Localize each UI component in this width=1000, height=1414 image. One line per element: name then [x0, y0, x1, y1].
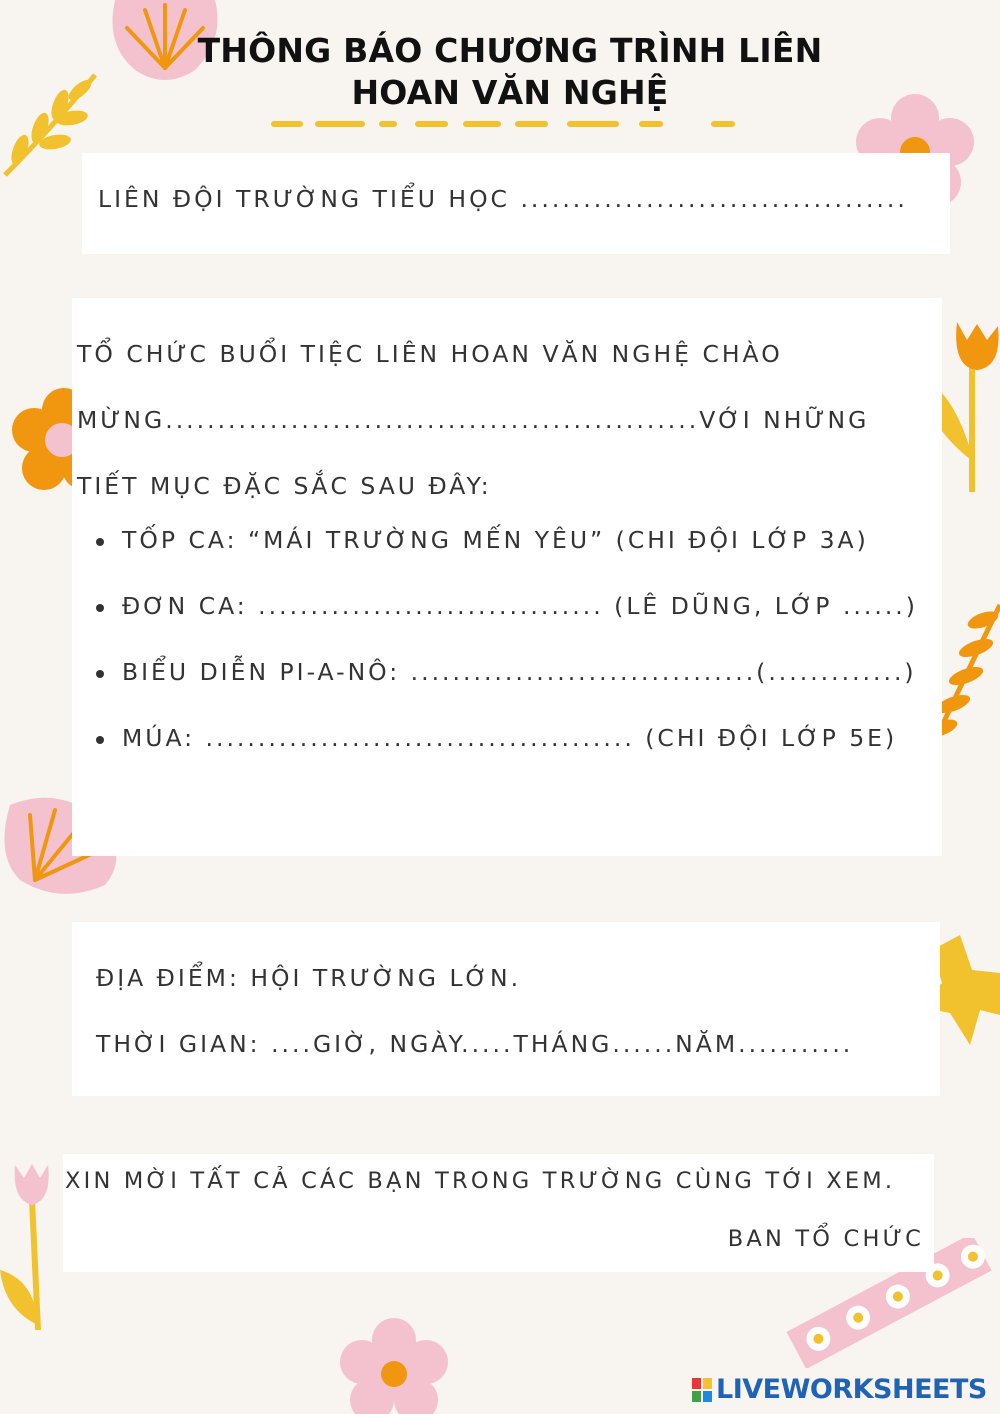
title-line-1: THÔNG BÁO CHƯƠNG TRÌNH LIÊN — [197, 31, 823, 70]
program-item — [72, 658, 952, 724]
program-item-text: TỐP CA: “MÁI TRƯỜNG MẾN YÊU” (CHI ĐỘI LỚP 3A) — [122, 526, 869, 554]
title-line-2: HOAN VĂN NGHỆ — [351, 73, 669, 112]
program-intro-line: TIẾT MỤC ĐẶC SẮC SAU ĐÂY: — [77, 472, 492, 500]
program-item — [72, 526, 952, 592]
brand-name: LIVEWORKSHEETS — [716, 1374, 987, 1405]
dash-divider — [270, 118, 740, 130]
bullet-icon — [96, 670, 104, 678]
program-item — [72, 592, 952, 658]
pink-flower-icon — [338, 1318, 450, 1414]
location-line: ĐỊA ĐIỂM: HỘI TRƯỜNG LỚN. — [96, 964, 522, 992]
bullet-icon — [96, 736, 104, 744]
program-list — [72, 526, 952, 790]
program-item — [72, 724, 952, 790]
bullet-icon — [96, 538, 104, 546]
time-line: THỜI GIAN: ....GIỜ, NGÀY.....THÁNG......NĂM........... — [96, 1030, 854, 1058]
program-item-text: MÚA: ......................................... (CHI ĐỘI LỚP 5E) — [122, 724, 898, 752]
closing-box — [63, 1154, 934, 1272]
program-intro-line: MỪNG...................................................VỚI NHỮNG — [77, 406, 870, 434]
details-box — [72, 922, 940, 1096]
program-item-text: ĐƠN CA: ................................. (LÊ DŨNG, LỚP ......) — [122, 592, 918, 620]
school-box — [82, 153, 950, 254]
invite-line: XIN MỜI TẤT CẢ CÁC BẠN TRONG TRƯỜNG CÙNG TỚI XEM. — [65, 1168, 896, 1194]
brand-logo[interactable] — [692, 1374, 987, 1405]
bullet-icon — [96, 604, 104, 612]
signature-line: BAN TỔ CHỨC — [727, 1226, 924, 1252]
school-line: LIÊN ĐỘI TRƯỜNG TIỂU HỌC ..................................... — [98, 185, 908, 213]
brand-blocks-icon — [692, 1378, 712, 1402]
program-item-text: BIỂU DIỄN PI-A-NÔ: .................................(.............) — [122, 658, 917, 686]
program-box — [72, 298, 942, 856]
program-intro-line: TỔ CHỨC BUỔI TIỆC LIÊN HOAN VĂN NGHỆ CHÀO — [77, 340, 783, 368]
page-title — [150, 30, 870, 114]
